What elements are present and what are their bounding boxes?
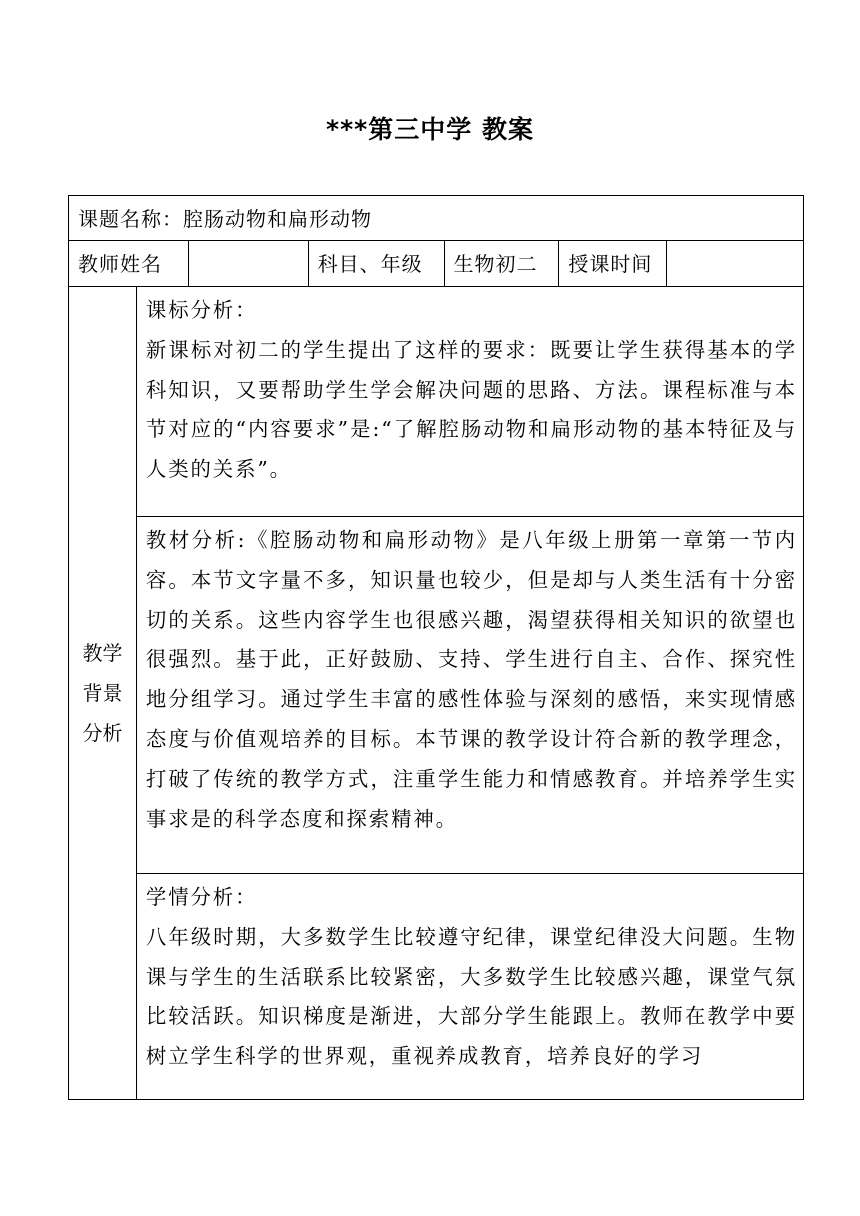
course-cell <box>69 195 804 241</box>
students-heading: 学情分析： <box>145 885 258 909</box>
student-analysis <box>137 874 804 1100</box>
subject-value: 生物初二 <box>445 241 560 287</box>
teacher-label: 教师姓名 <box>69 241 189 287</box>
background-analysis-block <box>68 287 804 1100</box>
course-label: 课题名称： <box>78 207 183 231</box>
background-label-cell <box>69 287 137 1100</box>
curriculum-body: 新课标对初二的学生提出了这样的要求：既要让学生获得基本的学科知识，又要帮助学生学会解决问题的思路、方法。课程标准与本节对应的“内容要求”是:“了解腔肠动物和扁形动物的基本特征及与人类的关系”。 <box>145 337 797 482</box>
teacher-value <box>189 241 309 287</box>
info-row <box>68 241 804 287</box>
course-name: 腔肠动物和扁形动物 <box>183 207 372 231</box>
page-title: ***第三中学 教案 <box>326 115 534 144</box>
textbook-analysis <box>137 517 804 874</box>
time-value <box>667 241 804 287</box>
textbook-body: 教材分析:《腔肠动物和扁形动物》是八年级上册第一章第一节内容。本节文字量不多，知识量也较少，但是却与人类生活有十分密切的关系。这些内容学生也很感兴趣，渴望获得相关知识的欲望也很强烈。基于此，正好鼓励、支持、学生进行自主、合作、探究性地分组学习。通过学生丰富的感性体验与深刻的感悟，来实现情感态度与价值观培养的目标。本节课的教学设计符合新的教学理念，打破了传统的教学方式，注重学生能力和情感教育。并培养学生实事求是的科学态度和探索精神。 <box>145 528 797 831</box>
course-row <box>68 195 804 241</box>
lesson-plan-table <box>68 195 804 1100</box>
background-label: 教学 背景 分析 <box>82 641 123 745</box>
students-body: 八年级时期，大多数学生比较遵守纪律，课堂纪律没大问题。生物课与学生的生活联系比较紧密，大多数学生比较感兴趣，课堂气氛比较活跃。知识梯度是渐进，大部分学生能跟上。教师在教学中要树立学生科学的世界观，重视养成教育，培养良好的学习 <box>145 924 797 1069</box>
curriculum-heading: 课标分析： <box>145 298 258 322</box>
time-label: 授课时间 <box>559 241 667 287</box>
analysis-sections <box>137 287 804 1100</box>
subject-label: 科目、年级 <box>309 241 445 287</box>
curriculum-analysis <box>137 287 804 517</box>
